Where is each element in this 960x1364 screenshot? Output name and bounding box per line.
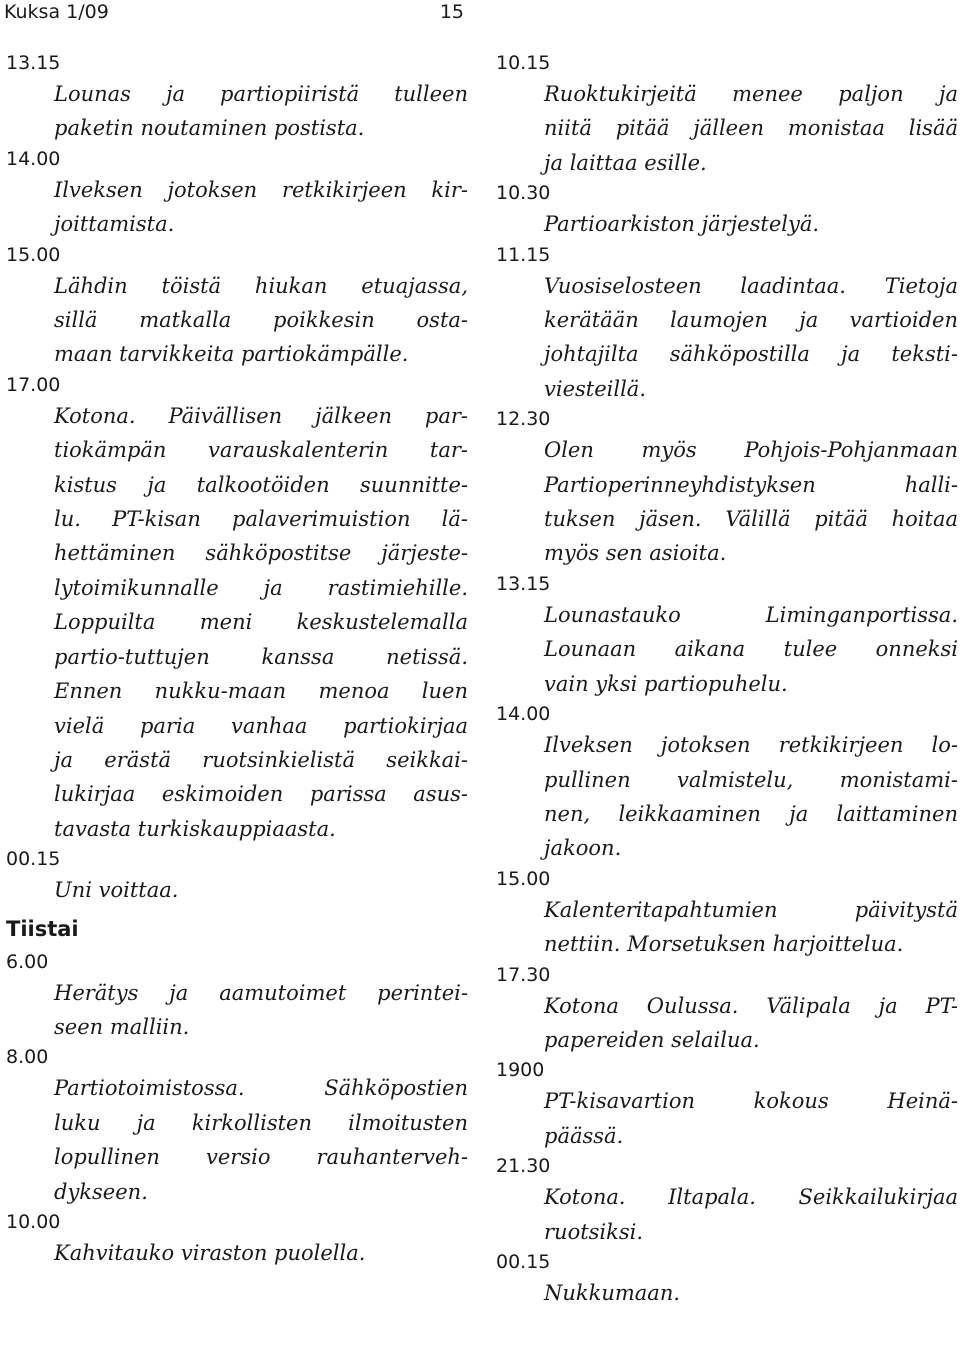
entry-text xyxy=(544,433,958,571)
diary-entry xyxy=(496,1249,958,1310)
entry-line: Lounastauko Liminganportissa. xyxy=(544,602,958,627)
entry-line: vain yksi partiopuhelu. xyxy=(544,671,788,696)
entry-line: johtajilta sähköpostilla ja teksti- xyxy=(544,342,958,367)
entry-line: tuksen jäsen. Välillä pitää hoitaa xyxy=(544,507,958,532)
entry-line: papereiden selailua. xyxy=(544,1027,760,1052)
entry-line: ja erästä ruotsinkielistä seikkai- xyxy=(54,747,468,772)
entry-line: Olen myös Pohjois-Pohjanmaan xyxy=(544,438,958,463)
diary-entry xyxy=(496,1153,958,1249)
entry-line: Ruoktukirjeitä menee paljon ja xyxy=(544,82,958,106)
entry-line: paketin noutaminen postista. xyxy=(54,116,365,141)
entry-line: Ilveksen jotoksen retkikirjeen kir- xyxy=(54,177,468,202)
section-title-tiistai: Tiistai xyxy=(6,916,79,941)
entry-line: Ilveksen jotoksen retkikirjeen lo- xyxy=(544,733,958,758)
entry-line: partio-tuttujen kanssa netissä. xyxy=(54,644,468,669)
entry-time: 17.30 xyxy=(496,963,551,986)
entry-line: Lähdin töistä hiukan etuajassa, xyxy=(54,273,468,298)
page-number: 15 xyxy=(439,1,464,23)
entry-time: 10.30 xyxy=(496,182,551,205)
right-entries xyxy=(496,50,958,1310)
entry-text xyxy=(54,77,468,146)
entry-line: viesteillä. xyxy=(544,376,646,401)
diary-entry xyxy=(6,372,468,846)
diary-entry xyxy=(6,1209,468,1270)
entry-text xyxy=(54,1071,468,1209)
entry-line: Partioperinneyhdistyksen halli- xyxy=(544,472,958,497)
entry-time: 6.00 xyxy=(6,950,49,973)
entry-line: dykseen. xyxy=(54,1179,148,1204)
entry-time: 11.15 xyxy=(496,243,551,266)
entry-line: PT-kisavartion kokous Heinä- xyxy=(544,1089,958,1114)
entry-time: 10.15 xyxy=(496,52,551,74)
entry-line: myös sen asioita. xyxy=(544,541,727,566)
entry-line: niitä pitää jälleen monistaa lisää xyxy=(544,116,958,141)
entry-time: 14.00 xyxy=(496,703,551,726)
left-entries xyxy=(6,50,468,908)
entry-text xyxy=(544,269,958,407)
entry-text xyxy=(54,269,468,372)
diary-entry xyxy=(6,949,468,1045)
entry-line: Kalenteritapahtumien päivitystä xyxy=(544,897,958,922)
entry-time: 15.00 xyxy=(6,243,61,266)
entry-line: Kotona. Iltapala. Seikkailukirjaa xyxy=(544,1185,958,1210)
diary-entry xyxy=(6,242,468,372)
entry-line: Herätys ja aamutoimet perintei- xyxy=(54,980,468,1005)
entry-line: päässä. xyxy=(544,1123,624,1148)
diary-entry xyxy=(6,1044,468,1209)
diary-entry xyxy=(496,1057,958,1153)
right-column xyxy=(496,50,958,1310)
diary-entry xyxy=(496,180,958,241)
diary-entry xyxy=(496,406,958,571)
entry-line: ja laittaa esille. xyxy=(544,150,707,175)
entry-line: maan tarvikkeita partiokämpälle. xyxy=(54,342,409,367)
left-entries-tiistai xyxy=(6,949,468,1271)
entry-line: sillä matkalla poikkesin osta- xyxy=(54,308,468,333)
entry-time: 21.30 xyxy=(496,1155,551,1178)
diary-entry xyxy=(496,571,958,701)
entry-line: nettiin. Morsetuksen harjoittelua. xyxy=(544,932,904,957)
entry-text xyxy=(54,976,468,1045)
publication-issue: Kuksa 1/09 xyxy=(4,1,109,23)
entry-line: Vuosiselosteen laadintaa. Tietoja xyxy=(544,273,958,298)
entry-text xyxy=(544,1276,958,1310)
entry-line: kistus ja talkootöiden suunnitte- xyxy=(54,472,468,497)
entry-line: tiokämpän varauskalenterin tar- xyxy=(54,438,468,463)
entry-line: Kahvitauko viraston puolella. xyxy=(54,1240,366,1265)
entry-line: tavasta turkiskauppiaasta. xyxy=(54,816,336,841)
diary-entry xyxy=(496,962,958,1058)
entry-line: pullinen valmistelu, monistami- xyxy=(544,767,958,792)
diary-entry xyxy=(496,50,958,180)
entry-line: hettäminen sähköpostitse järjeste- xyxy=(54,541,468,566)
entry-line: jakoon. xyxy=(544,836,622,861)
entry-time: 00.15 xyxy=(496,1250,551,1273)
entry-text xyxy=(544,728,958,866)
entry-line: lytoimikunnalle ja rastimiehille. xyxy=(54,575,468,600)
entry-line: Kotona. Päivällisen jälkeen par- xyxy=(54,403,468,428)
entry-time: 1900 xyxy=(496,1059,545,1082)
entry-text xyxy=(54,1236,468,1270)
left-column xyxy=(6,50,468,1270)
entry-line: Kotona Oulussa. Välipala ja PT- xyxy=(544,993,958,1018)
entry-time: 15.00 xyxy=(496,867,551,890)
entry-time: 13.15 xyxy=(6,52,61,74)
entry-time: 12.30 xyxy=(496,408,551,431)
entry-line: Uni voittaa. xyxy=(54,878,179,903)
entry-text xyxy=(544,1084,958,1153)
entry-text xyxy=(544,1180,958,1249)
entry-time: 14.00 xyxy=(6,147,61,170)
diary-entry xyxy=(6,50,468,146)
entry-line: lukirjaa eskimoiden parissa asus- xyxy=(54,782,468,807)
entry-text xyxy=(544,893,958,962)
entry-line: kerätään laumojen ja vartioiden xyxy=(544,308,958,333)
entry-time: 17.00 xyxy=(6,373,61,396)
entry-line: Partioarkiston järjestelyä. xyxy=(544,212,820,237)
entry-time: 13.15 xyxy=(496,572,551,595)
entry-line: nen, leikkaaminen ja laittaminen xyxy=(544,801,958,826)
diary-entry xyxy=(496,701,958,866)
entry-line: Lounaan aikana tulee onneksi xyxy=(544,637,958,662)
entry-text xyxy=(544,77,958,180)
entry-text xyxy=(54,173,468,242)
diary-entry xyxy=(496,866,958,962)
entry-time: 8.00 xyxy=(6,1046,49,1069)
entry-line: vielä paria vanhaa partiokirjaa xyxy=(54,713,468,738)
entry-line: lopullinen versio rauhanterveh- xyxy=(54,1145,468,1170)
diary-entry xyxy=(6,146,468,242)
entry-line: joittamista. xyxy=(54,212,175,237)
entry-line: Ennen nukku-maan menoa luen xyxy=(54,679,468,704)
entry-line: luku ja kirkollisten ilmoitusten xyxy=(54,1110,468,1135)
entry-text xyxy=(544,598,958,701)
diary-entry xyxy=(496,242,958,407)
diary-entry xyxy=(6,846,468,907)
entry-time: 00.15 xyxy=(6,848,61,871)
entry-text xyxy=(544,989,958,1058)
entry-time: 10.00 xyxy=(6,1210,61,1233)
entry-line: ruotsiksi. xyxy=(544,1219,644,1244)
entry-text xyxy=(54,399,468,846)
entry-line: Partiotoimistossa. Sähköpostien xyxy=(54,1076,468,1101)
entry-text xyxy=(54,873,468,907)
entry-line: Lounas ja partiopiiristä tulleen xyxy=(54,82,468,106)
entry-line: lu. PT-kisan palaverimuistion lä- xyxy=(54,507,468,532)
page-header xyxy=(0,0,470,30)
entry-line: Loppuilta meni keskustelemalla xyxy=(54,610,468,635)
entry-text xyxy=(544,207,958,241)
entry-line: seen malliin. xyxy=(54,1014,190,1039)
entry-line: Nukkumaan. xyxy=(544,1280,681,1305)
